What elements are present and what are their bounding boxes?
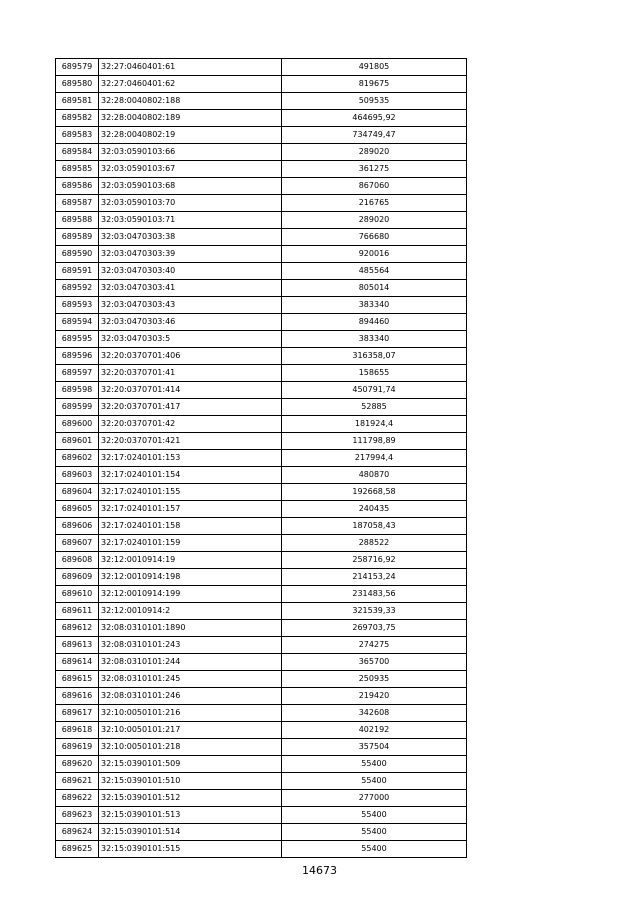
- cadastral-number-cell: 32:28:0040802:189: [99, 110, 282, 127]
- value-cell: 158655: [282, 365, 467, 382]
- cadastral-number-cell: 32:08:0310101:244: [99, 654, 282, 671]
- table-row: [56, 314, 467, 331]
- value-cell: 55400: [282, 773, 467, 790]
- table-row: [56, 263, 467, 280]
- value-cell: 509535: [282, 93, 467, 110]
- table-row: [56, 807, 467, 824]
- cadastral-number-cell: 32:08:0310101:245: [99, 671, 282, 688]
- value-cell: 55400: [282, 824, 467, 841]
- cadastral-number-cell: 32:20:0370701:41: [99, 365, 282, 382]
- value-cell: 217994,4: [282, 450, 467, 467]
- table-row: [56, 297, 467, 314]
- value-cell: 55400: [282, 807, 467, 824]
- value-cell: 894460: [282, 314, 467, 331]
- table-row: [56, 484, 467, 501]
- cadastral-number-cell: 32:27:0460401:62: [99, 76, 282, 93]
- row-number-cell: 689589: [56, 229, 99, 246]
- table-row: [56, 467, 467, 484]
- cadastral-number-cell: 32:12:0010914:199: [99, 586, 282, 603]
- row-number-cell: 689609: [56, 569, 99, 586]
- cadastral-number-cell: 32:15:0390101:515: [99, 841, 282, 858]
- cadastral-number-cell: 32:28:0040802:188: [99, 93, 282, 110]
- table-row: [56, 399, 467, 416]
- value-cell: 734749,47: [282, 127, 467, 144]
- row-number-cell: 689603: [56, 467, 99, 484]
- value-cell: 55400: [282, 841, 467, 858]
- row-number-cell: 689597: [56, 365, 99, 382]
- row-number-cell: 689594: [56, 314, 99, 331]
- table-row: [56, 212, 467, 229]
- table-row: [56, 688, 467, 705]
- cadastral-number-cell: 32:15:0390101:512: [99, 790, 282, 807]
- table-row: [56, 569, 467, 586]
- row-number-cell: 689599: [56, 399, 99, 416]
- row-number-cell: 689607: [56, 535, 99, 552]
- cadastral-number-cell: 32:10:0050101:218: [99, 739, 282, 756]
- value-cell: 361275: [282, 161, 467, 178]
- value-cell: 383340: [282, 297, 467, 314]
- value-cell: 464695,92: [282, 110, 467, 127]
- cadastral-number-cell: 32:15:0390101:514: [99, 824, 282, 841]
- table-row: [56, 433, 467, 450]
- value-cell: 383340: [282, 331, 467, 348]
- table-row: [56, 824, 467, 841]
- row-number-cell: 689586: [56, 178, 99, 195]
- row-number-cell: 689602: [56, 450, 99, 467]
- row-number-cell: 689622: [56, 790, 99, 807]
- row-number-cell: 689610: [56, 586, 99, 603]
- value-cell: 321539,33: [282, 603, 467, 620]
- cadastral-number-cell: 32:17:0240101:155: [99, 484, 282, 501]
- value-cell: 450791,74: [282, 382, 467, 399]
- value-cell: 289020: [282, 144, 467, 161]
- value-cell: 357504: [282, 739, 467, 756]
- cadastral-number-cell: 32:17:0240101:154: [99, 467, 282, 484]
- value-cell: 52885: [282, 399, 467, 416]
- table-row: [56, 76, 467, 93]
- cadastral-number-cell: 32:03:0590103:66: [99, 144, 282, 161]
- value-cell: 240435: [282, 501, 467, 518]
- row-number-cell: 689618: [56, 722, 99, 739]
- value-cell: 920016: [282, 246, 467, 263]
- table-row: [56, 246, 467, 263]
- cadastral-number-cell: 32:27:0460401:61: [99, 59, 282, 76]
- page-number: 14673: [302, 864, 337, 877]
- table-row: [56, 535, 467, 552]
- value-cell: 805014: [282, 280, 467, 297]
- table-row: [56, 348, 467, 365]
- row-number-cell: 689617: [56, 705, 99, 722]
- cadastral-number-cell: 32:03:0470303:5: [99, 331, 282, 348]
- cadastral-number-cell: 32:15:0390101:513: [99, 807, 282, 824]
- row-number-cell: 689621: [56, 773, 99, 790]
- row-number-cell: 689585: [56, 161, 99, 178]
- row-number-cell: 689611: [56, 603, 99, 620]
- cadastral-number-cell: 32:03:0590103:67: [99, 161, 282, 178]
- cadastral-number-cell: 32:03:0590103:68: [99, 178, 282, 195]
- table-row: [56, 229, 467, 246]
- value-cell: 766680: [282, 229, 467, 246]
- cadastral-number-cell: 32:17:0240101:158: [99, 518, 282, 535]
- cadastral-number-cell: 32:03:0590103:71: [99, 212, 282, 229]
- row-number-cell: 689596: [56, 348, 99, 365]
- cadastral-number-cell: 32:10:0050101:216: [99, 705, 282, 722]
- row-number-cell: 689580: [56, 76, 99, 93]
- table-row: [56, 280, 467, 297]
- row-number-cell: 689592: [56, 280, 99, 297]
- table-row: [56, 654, 467, 671]
- value-cell: 491805: [282, 59, 467, 76]
- value-cell: 55400: [282, 756, 467, 773]
- table-row: [56, 603, 467, 620]
- table-row: [56, 416, 467, 433]
- row-number-cell: 689625: [56, 841, 99, 858]
- value-cell: 402192: [282, 722, 467, 739]
- value-cell: 219420: [282, 688, 467, 705]
- table-row: [56, 671, 467, 688]
- value-cell: 289020: [282, 212, 467, 229]
- table-row: [56, 501, 467, 518]
- table-row: [56, 161, 467, 178]
- value-cell: 181924,4: [282, 416, 467, 433]
- table-row: [56, 127, 467, 144]
- row-number-cell: 689604: [56, 484, 99, 501]
- table-row: [56, 59, 467, 76]
- row-number-cell: 689581: [56, 93, 99, 110]
- value-cell: 269703,75: [282, 620, 467, 637]
- row-number-cell: 689606: [56, 518, 99, 535]
- row-number-cell: 689598: [56, 382, 99, 399]
- value-cell: 365700: [282, 654, 467, 671]
- value-cell: 274275: [282, 637, 467, 654]
- table-row: [56, 756, 467, 773]
- row-number-cell: 689584: [56, 144, 99, 161]
- value-cell: 277000: [282, 790, 467, 807]
- value-cell: 342608: [282, 705, 467, 722]
- row-number-cell: 689595: [56, 331, 99, 348]
- table-row: [56, 841, 467, 858]
- table-row: [56, 739, 467, 756]
- table-row: [56, 773, 467, 790]
- value-cell: 250935: [282, 671, 467, 688]
- value-cell: 480870: [282, 467, 467, 484]
- value-cell: 111798,89: [282, 433, 467, 450]
- row-number-cell: 689619: [56, 739, 99, 756]
- value-cell: 187058,43: [282, 518, 467, 535]
- cadastral-number-cell: 32:15:0390101:509: [99, 756, 282, 773]
- table-row: [56, 110, 467, 127]
- value-cell: 258716,92: [282, 552, 467, 569]
- table-row: [56, 637, 467, 654]
- cadastral-number-cell: 32:08:0310101:1890: [99, 620, 282, 637]
- row-number-cell: 689623: [56, 807, 99, 824]
- value-cell: 819675: [282, 76, 467, 93]
- row-number-cell: 689582: [56, 110, 99, 127]
- table-row: [56, 518, 467, 535]
- row-number-cell: 689591: [56, 263, 99, 280]
- row-number-cell: 689615: [56, 671, 99, 688]
- table-row: [56, 722, 467, 739]
- row-number-cell: 689613: [56, 637, 99, 654]
- table-row: [56, 620, 467, 637]
- table-row: [56, 195, 467, 212]
- value-cell: 216765: [282, 195, 467, 212]
- cadastral-number-cell: 32:03:0470303:41: [99, 280, 282, 297]
- row-number-cell: 689608: [56, 552, 99, 569]
- row-number-cell: 689616: [56, 688, 99, 705]
- cadastral-number-cell: 32:03:0470303:40: [99, 263, 282, 280]
- cadastral-number-cell: 32:20:0370701:421: [99, 433, 282, 450]
- table-row: [56, 144, 467, 161]
- cadastral-number-cell: 32:08:0310101:246: [99, 688, 282, 705]
- value-cell: 867060: [282, 178, 467, 195]
- cadastral-number-cell: 32:12:0010914:2: [99, 603, 282, 620]
- cadastral-number-cell: 32:15:0390101:510: [99, 773, 282, 790]
- value-cell: 485564: [282, 263, 467, 280]
- row-number-cell: 689605: [56, 501, 99, 518]
- row-number-cell: 689620: [56, 756, 99, 773]
- table-row: [56, 365, 467, 382]
- value-cell: 316358,07: [282, 348, 467, 365]
- table-row: [56, 552, 467, 569]
- table-body: [56, 59, 467, 858]
- cadastral-number-cell: 32:20:0370701:42: [99, 416, 282, 433]
- value-cell: 231483,56: [282, 586, 467, 603]
- cadastral-number-cell: 32:28:0040802:19: [99, 127, 282, 144]
- value-cell: 214153,24: [282, 569, 467, 586]
- table-row: [56, 705, 467, 722]
- row-number-cell: 689590: [56, 246, 99, 263]
- table-row: [56, 178, 467, 195]
- row-number-cell: 689593: [56, 297, 99, 314]
- cadastral-number-cell: 32:17:0240101:157: [99, 501, 282, 518]
- cadastral-number-cell: 32:03:0470303:43: [99, 297, 282, 314]
- row-number-cell: 689601: [56, 433, 99, 450]
- cadastral-number-cell: 32:20:0370701:417: [99, 399, 282, 416]
- cadastral-number-cell: 32:12:0010914:198: [99, 569, 282, 586]
- cadastral-number-cell: 32:17:0240101:153: [99, 450, 282, 467]
- row-number-cell: 689612: [56, 620, 99, 637]
- cadastral-value-table: [55, 58, 467, 858]
- cadastral-number-cell: 32:12:0010914:19: [99, 552, 282, 569]
- table-row: [56, 790, 467, 807]
- row-number-cell: 689624: [56, 824, 99, 841]
- table-row: [56, 382, 467, 399]
- table-row: [56, 586, 467, 603]
- value-cell: 288522: [282, 535, 467, 552]
- row-number-cell: 689588: [56, 212, 99, 229]
- cadastral-number-cell: 32:03:0470303:39: [99, 246, 282, 263]
- cadastral-number-cell: 32:20:0370701:406: [99, 348, 282, 365]
- table-row: [56, 450, 467, 467]
- cadastral-number-cell: 32:03:0590103:70: [99, 195, 282, 212]
- row-number-cell: 689579: [56, 59, 99, 76]
- cadastral-number-cell: 32:20:0370701:414: [99, 382, 282, 399]
- table-row: [56, 331, 467, 348]
- cadastral-number-cell: 32:17:0240101:159: [99, 535, 282, 552]
- cadastral-number-cell: 32:08:0310101:243: [99, 637, 282, 654]
- cadastral-number-cell: 32:03:0470303:38: [99, 229, 282, 246]
- value-cell: 192668,58: [282, 484, 467, 501]
- cadastral-number-cell: 32:03:0470303:46: [99, 314, 282, 331]
- row-number-cell: 689587: [56, 195, 99, 212]
- row-number-cell: 689614: [56, 654, 99, 671]
- row-number-cell: 689583: [56, 127, 99, 144]
- row-number-cell: 689600: [56, 416, 99, 433]
- table-row: [56, 93, 467, 110]
- cadastral-number-cell: 32:10:0050101:217: [99, 722, 282, 739]
